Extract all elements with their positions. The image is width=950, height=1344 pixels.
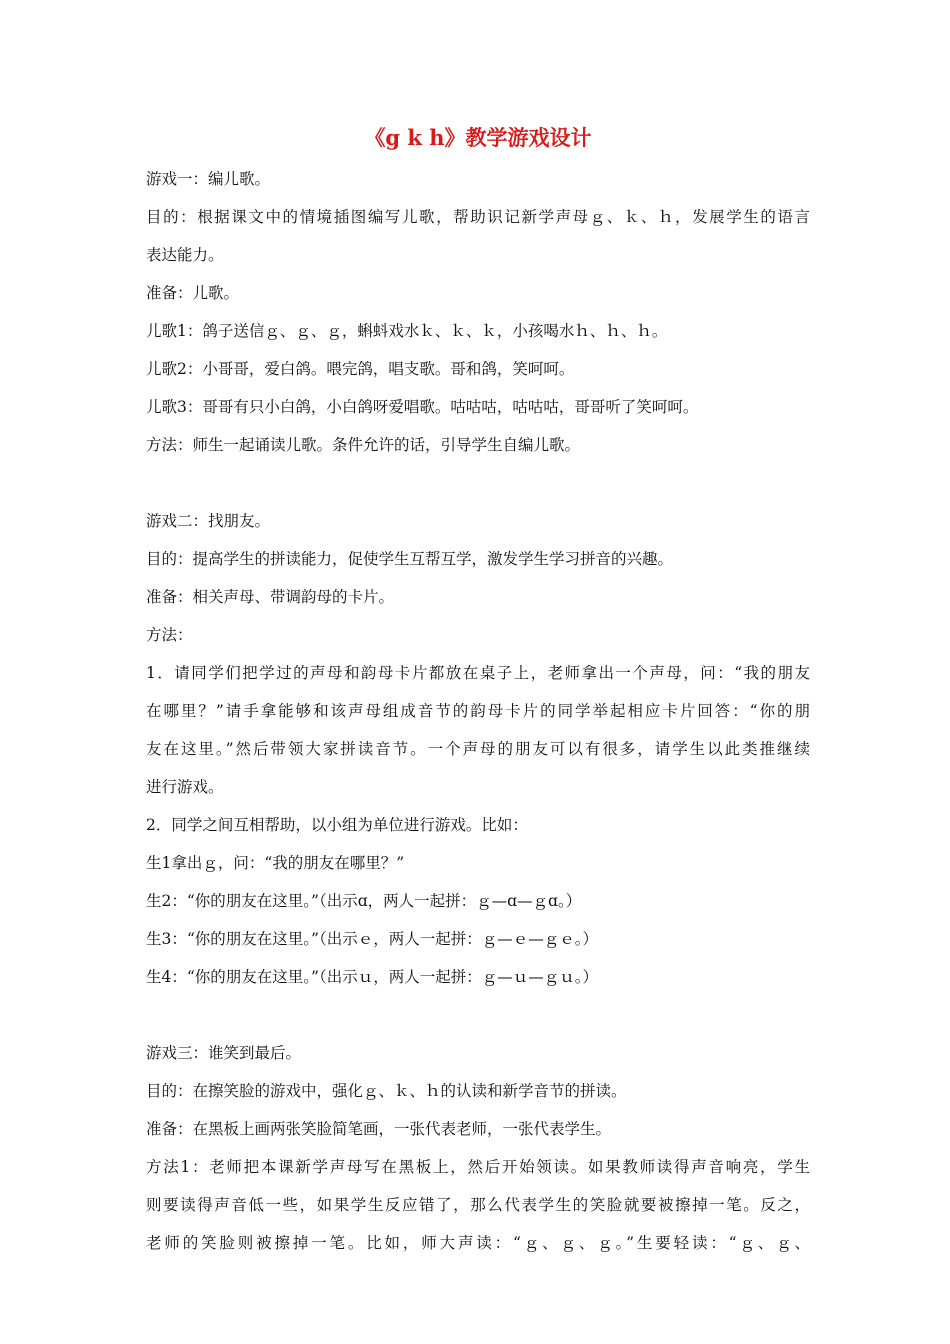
game3-method-line1: 方法1：老师把本课新学声母写在黑板上，然后开始领读。如果教师读得声音响亮，学生 [146, 1158, 810, 1176]
game1-song3: 儿歌3：哥哥有只小白鸽，小白鸽呀爱唱歌。咕咕咕，咕咕咕，哥哥听了笑呵呵。 [146, 398, 699, 416]
game1-song1: 儿歌1：鸽子送信ｇ、ｇ、ｇ，蝌蚪戏水ｋ、ｋ、ｋ，小孩喝水ｈ、ｈ、ｈ。 [146, 322, 668, 340]
game1-heading: 游戏一：编儿歌。 [146, 170, 271, 188]
game2-heading: 游戏二：找朋友。 [146, 512, 271, 530]
section-gap [146, 464, 810, 502]
game2-method-label: 方法： [146, 626, 193, 644]
game2-student2: 生2：“你的朋友在这里。”（出示ɑ，两人一起拼：ｇ—ɑ—ｇɑ。） [146, 892, 582, 910]
game1-section [146, 160, 810, 464]
game1-method: 方法：师生一起诵读儿歌。条件允许的话，引导学生自编儿歌。 [146, 436, 581, 454]
game1-purpose-line2: 表达能力。 [146, 246, 224, 264]
game1-prep: 准备：儿歌。 [146, 284, 240, 302]
game2-step2: 2．同学之间互相帮助，以小组为单位进行游戏。比如： [146, 816, 528, 834]
game3-heading: 游戏三：谁笑到最后。 [146, 1044, 302, 1062]
game2-step1-line3: 友在这里。”然后带领大家拼读音节。一个声母的朋友可以有很多，请学生以此类推继续 [146, 740, 810, 758]
game2-prep: 准备：相关声母、带调韵母的卡片。 [146, 588, 395, 606]
game1-purpose-line1: 目的：根据课文中的情境插图编写儿歌，帮助识记新学声母ｇ、ｋ、ｈ，发展学生的语言 [146, 208, 810, 226]
game1-song2: 儿歌2：小哥哥，爱白鸽。喂完鸽，唱支歌。哥和鸽，笑呵呵。 [146, 360, 575, 378]
section-gap [146, 996, 810, 1034]
game2-section [146, 502, 810, 996]
game3-method-line2: 则要读得声音低一些，如果学生反应错了，那么代表学生的笑脸就要被擦掉一笔。反之， [146, 1196, 810, 1214]
game2-student1: 生1拿出ｇ，问：“我的朋友在哪里？” [146, 854, 405, 872]
document-title: 《g k h》教学游戏设计 [364, 125, 592, 150]
game3-prep: 准备：在黑板上画两张笑脸简笔画，一张代表老师，一张代表学生。 [146, 1120, 612, 1138]
game2-student3: 生3：“你的朋友在这里。”（出示ｅ，两人一起拼：ｇ—ｅ—ｇｅ。） [146, 930, 598, 948]
document-page [146, 118, 810, 1262]
game3-section [146, 1034, 810, 1262]
game2-purpose: 目的：提高学生的拼读能力，促使学生互帮互学，激发学生学习拼音的兴趣。 [146, 550, 674, 568]
game2-step1-line1: 1．请同学们把学过的声母和韵母卡片都放在桌子上，老师拿出一个声母，问：“我的朋友 [146, 664, 810, 682]
game2-step1-line4: 进行游戏。 [146, 778, 224, 796]
game2-step1-line2: 在哪里？”请手拿能够和该声母组成音节的韵母卡片的同学举起相应卡片回答：“你的朋 [146, 702, 810, 720]
game3-purpose: 目的：在擦笑脸的游戏中，强化ｇ、ｋ、ｈ的认读和新学音节的拼读。 [146, 1082, 627, 1100]
game3-method-line3: 老师的笑脸则被擦掉一笔。比如，师大声读：“ｇ、ｇ、ｇ。”生要轻读：“ｇ、ｇ、 [146, 1234, 810, 1252]
game2-student4: 生4：“你的朋友在这里。”（出示ｕ，两人一起拼：ｇ—ｕ—ｇｕ。） [146, 968, 598, 986]
